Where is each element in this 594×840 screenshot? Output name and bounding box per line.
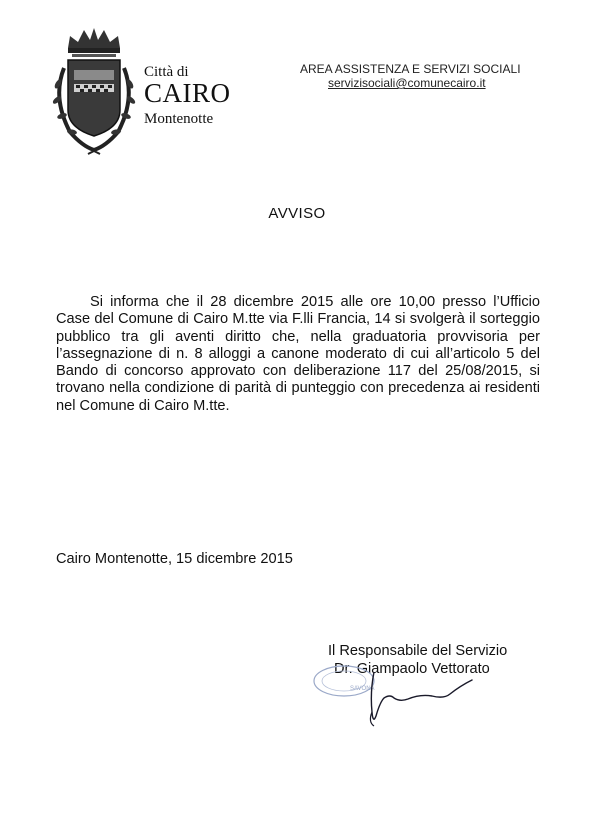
office-email-link[interactable]: servizisociali@comunecairo.it [328, 76, 486, 90]
coat-of-arms-icon [48, 28, 140, 158]
stamp-text: SAVONA [350, 686, 375, 692]
place-date: Cairo Montenotte, 15 dicembre 2015 [56, 551, 293, 567]
office-header [300, 62, 540, 90]
notice-title: AVVISO [268, 205, 326, 222]
signatory-role: Il Responsabile del Servizio [328, 643, 508, 659]
notice-body [56, 294, 540, 415]
city-prefix: Città di [144, 64, 189, 80]
city-name: CAIRO [144, 78, 231, 108]
notice-paragraph: Si informa che il 28 dicembre 2015 alle ore 10,00 presso l’Ufficio Case del Comune di Cairo M.tte via F.lli Francia, 14 si svolgerà il sorteggio pubblico tra gli aventi diritto che, nella graduatoria provvisoria per l’assegnazione di n. 8 alloggi a canone moderato di cui all’articolo 5 del Bando di concorso approvato con deliberazione 117 del 25/08/2015, si trovano nella condizione di parità di punteggio con precedenza ai residenti nel Comune di Cairo M.tte. [56, 294, 540, 414]
signatory-name: Dr. Giampaolo Vettorato [334, 661, 490, 677]
municipal-logo [48, 28, 231, 162]
city-suffix: Montenotte [144, 111, 214, 127]
office-name: AREA ASSISTENZA E SERVIZI SOCIALI [300, 62, 521, 76]
handwritten-signature-icon [360, 672, 480, 732]
